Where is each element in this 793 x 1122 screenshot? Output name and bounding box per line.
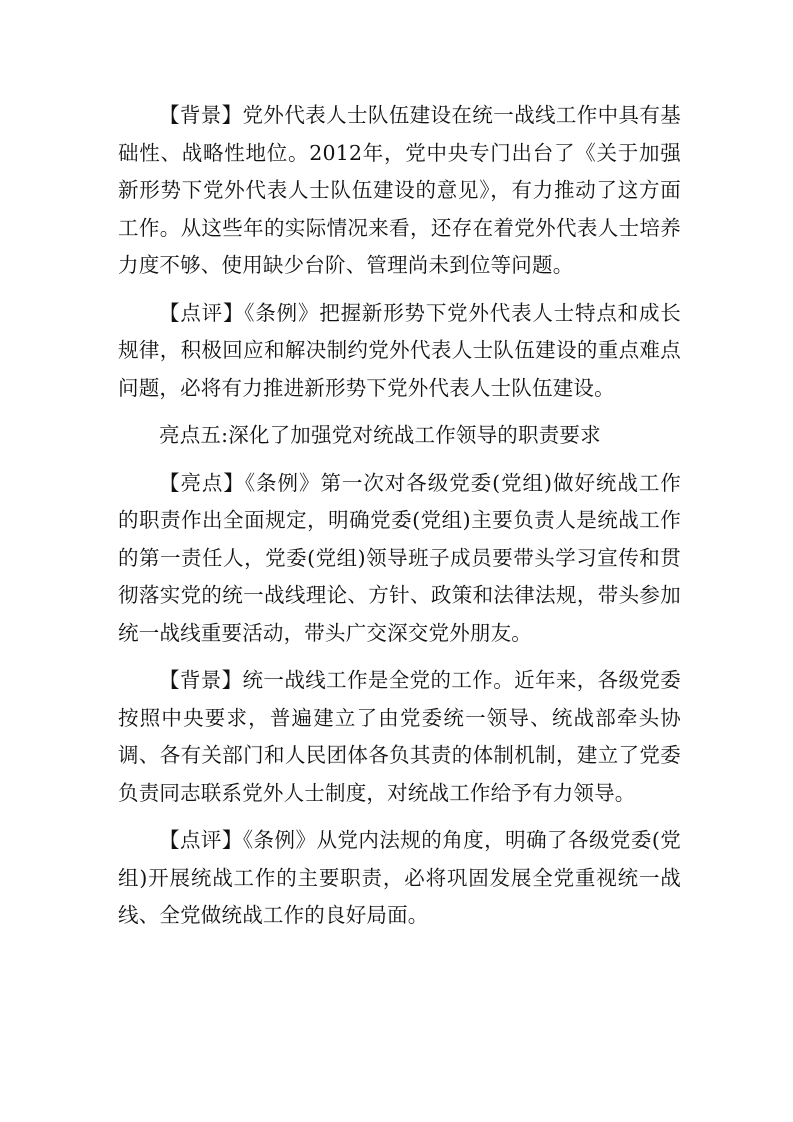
document-page (118, 97, 681, 945)
paragraph-background-2: 【背景】统一战线工作是全党的工作。近年来，各级党委按照中央要求，普遍建立了由党委统一领导、统战部牵头协调、各有关部门和人民团体各负其责的体制机制，建立了党委负责同志联系党外人士制度，对统战工作给予有力领导。 (118, 668, 681, 805)
section-heading-highlight-5: 亮点五:深化了加强党对统战工作领导的职责要求 (159, 423, 601, 447)
paragraph-highlight: 【亮点】《条例》第一次对各级党委(党组)做好统战工作的职责作出全面规定，明确党委(党组)主要负责人是统战工作的第一责任人，党委(党组)领导班子成员要带头学习宣传和贯彻落实党的统一战线理论、方针、政策和法律法规，带头参加统一战线重要活动，带头广交深交党外朋友。 (118, 470, 681, 645)
paragraph-background-1: 【背景】党外代表人士队伍建设在统一战线工作中具有基础性、战略性地位。2012年，党中央专门出台了《关于加强新形势下党外代表人士队伍建设的意见》，有力推动了这方面工作。从这些年的实际情况来看，还存在着党外代表人士培养力度不够、使用缺少台阶、管理尚未到位等问题。 (118, 103, 681, 277)
paragraph-comment-1: 【点评】《条例》把握新形势下党外代表人士特点和成长规律，积极回应和解决制约党外代表人士队伍建设的重点难点问题，必将有力推进新形势下党外代表人士队伍建设。 (118, 300, 681, 400)
paragraph-comment-2: 【点评】《条例》从党内法规的角度，明确了各级党委(党组)开展统战工作的主要职责，必将巩固发展全党重视统一战线、全党做统战工作的良好局面。 (118, 828, 681, 927)
